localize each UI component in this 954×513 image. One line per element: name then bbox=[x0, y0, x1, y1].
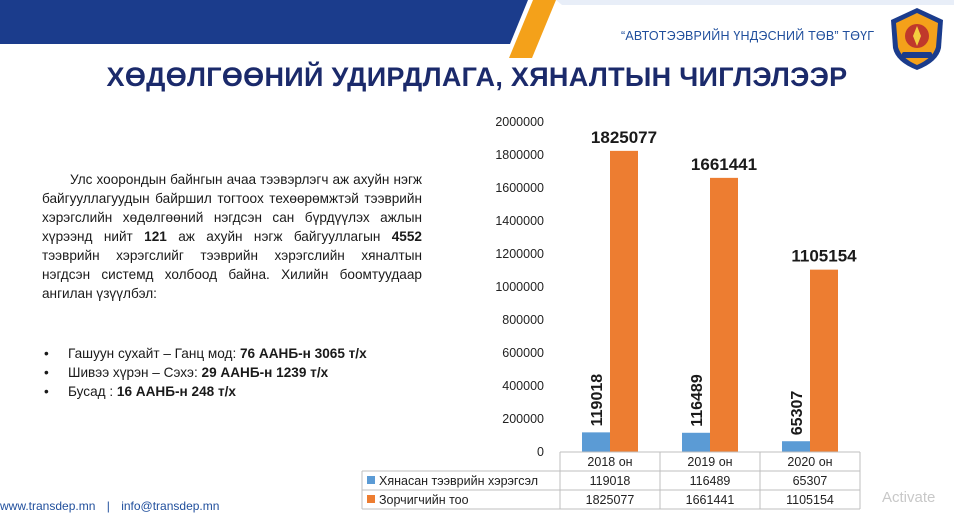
data-label-controlled-vehicles: 119018 bbox=[589, 373, 606, 427]
x-category-label: 2020 он bbox=[787, 455, 833, 469]
summary-text-2: аж ахуйн нэгж байгууллагын bbox=[166, 229, 392, 244]
company-count: 121 bbox=[144, 229, 167, 244]
legend-swatch bbox=[367, 495, 375, 503]
organization-name: “АВТОТЭЭВРИЙН ҮНДЭСНИЙ ТӨВ” ТӨҮГ bbox=[621, 29, 875, 43]
table-cell-value: 116489 bbox=[689, 474, 731, 488]
legend-series-name: Хянасан тээврийн хэрэгсэл bbox=[379, 474, 538, 488]
table-cell-value: 65307 bbox=[792, 474, 828, 488]
y-tick-label: 1000000 bbox=[495, 280, 544, 294]
bar-controlled-vehicles bbox=[582, 432, 610, 452]
summary-text-3: тээврийн хэрэгслийг тээврийн хэрэгслийн хяналтын нэгдсэн системд холбоод байна. Хилийн боомтуудаар ангилан үзүүлбэл: bbox=[42, 248, 422, 301]
list-item-value: 76 ААНБ-н 3065 т/х bbox=[240, 346, 367, 361]
activation-watermark: Activate bbox=[882, 489, 936, 506]
data-label-controlled-vehicles: 116489 bbox=[689, 374, 706, 427]
y-tick-label: 800000 bbox=[502, 313, 544, 327]
vehicle-passenger-bar-chart bbox=[360, 108, 920, 512]
y-tick-label: 2000000 bbox=[495, 115, 544, 129]
bar-passengers bbox=[810, 270, 838, 452]
y-tick-label: 600000 bbox=[502, 346, 544, 360]
data-label-passengers: 1661441 bbox=[690, 154, 758, 174]
list-item-text: Бусад : bbox=[68, 384, 117, 399]
page-title: ХӨДӨЛГӨӨНИЙ УДИРДЛАГА, ХЯНАЛТЫН ЧИГЛЭЛЭЭР bbox=[106, 62, 848, 92]
x-category-label: 2018 он bbox=[587, 455, 633, 469]
vehicle-count: 4552 bbox=[391, 229, 422, 244]
data-label-controlled-vehicles: 65307 bbox=[789, 390, 806, 436]
list-item-value: 29 ААНБ-н 1239 т/х bbox=[201, 365, 329, 380]
footer bbox=[0, 499, 227, 513]
y-tick-label: 1400000 bbox=[495, 214, 544, 228]
table-cell-value: 1105154 bbox=[786, 493, 834, 507]
table-cell-value: 1825077 bbox=[585, 493, 635, 507]
legend-swatch bbox=[367, 476, 375, 484]
x-category-label: 2019 он bbox=[687, 455, 733, 469]
data-label-passengers: 1105154 bbox=[791, 246, 857, 266]
bar-passengers bbox=[710, 178, 738, 452]
summary-text-1: Улс хоорондын байнгын ачаа тээвэрлэгч аж ахуйн нэгж байгууллагуудын байршил тогтоох техөөрөмжтэй тээврийн хэрэгслийн хөдөлгөөний нэгдсэн сан бүрдүүлэх ажлын хүрээнд нийт bbox=[42, 172, 422, 244]
email-link[interactable]: info@transdep.mn bbox=[121, 499, 220, 513]
list-item-value: 16 ААНБ-н 248 т/х bbox=[116, 384, 236, 399]
bar-controlled-vehicles bbox=[682, 433, 710, 452]
table-cell-value: 1661441 bbox=[685, 493, 735, 507]
y-tick-label: 1600000 bbox=[495, 181, 544, 195]
y-tick-label: 400000 bbox=[502, 379, 544, 393]
footer-separator: | bbox=[106, 499, 110, 513]
list-item-text: Гашуун сухайт – Ганц мод: bbox=[68, 346, 240, 361]
y-tick-label: 0 bbox=[537, 445, 544, 459]
website-link[interactable]: www.transdep.mn bbox=[0, 499, 96, 513]
y-tick-label: 1200000 bbox=[495, 247, 544, 261]
data-label-passengers: 1825077 bbox=[590, 127, 658, 147]
table-cell-value: 119018 bbox=[589, 474, 631, 488]
bar-passengers bbox=[610, 151, 638, 452]
y-tick-label: 1800000 bbox=[495, 148, 544, 162]
bar-controlled-vehicles bbox=[782, 441, 810, 452]
y-tick-label: 200000 bbox=[502, 412, 544, 426]
legend-series-name: Зорчигчийн тоо bbox=[379, 493, 469, 507]
list-item-text: Шивээ хүрэн – Сэхэ: bbox=[68, 365, 202, 380]
